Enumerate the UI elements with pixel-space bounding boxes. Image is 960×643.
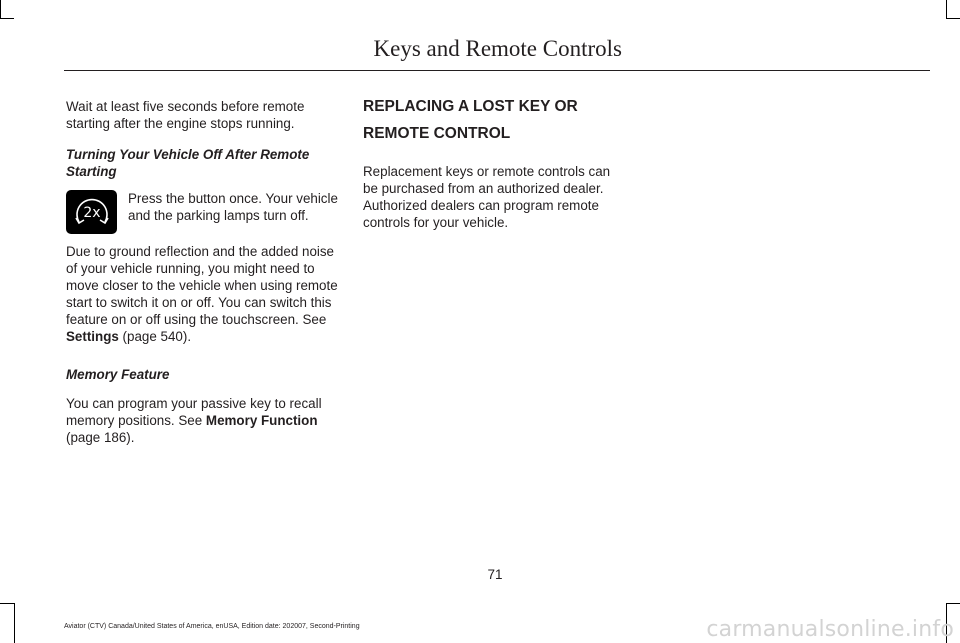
right-column [363,98,625,231]
crop-mark [946,0,947,18]
remote-start-2x-label: 2x [82,205,101,221]
paragraph-text: (page 540). [118,329,192,344]
watermark: carmanualsonline.info [706,617,954,642]
page-header-title: Keys and Remote Controls [373,36,622,61]
press-button-text: Press the button once. Your vehicle and the parking lamps turn off. [128,191,338,223]
crop-mark [0,18,14,19]
wait-paragraph: Wait at least five seconds before remote starting after the engine stops running. [66,99,305,131]
paragraph-text: (page 186). [66,430,135,445]
settings-link[interactable]: Settings [66,329,119,344]
page-number: 71 [487,567,503,582]
header-rule [64,70,930,71]
crop-mark [946,18,960,19]
turning-off-subheading: Turning Your Vehicle Off After Remote Starting [66,147,310,179]
ground-reflection-paragraph [66,243,338,345]
paragraph-text: You can program your passive key to recall memory positions. See [66,396,322,428]
section-heading-line2: REMOTE CONTROL [363,125,511,142]
section-heading-line1: REPLACING A LOST KEY OR [363,98,578,115]
crop-mark [946,603,960,604]
left-column [66,98,338,446]
crop-mark [0,603,14,604]
memory-function-link[interactable]: Memory Function [205,413,318,428]
paragraph-text: Due to ground reflection and the added noise of your vehicle running, you might need to move closer to the vehicle when using remote start to switch it on or off. You can switch this feature on or off using the touchscreen. See [66,244,338,327]
memory-feature-subheading: Memory Feature [66,367,170,382]
crop-mark [14,603,15,643]
icon-instruction-row [66,190,338,234]
footer-edition: Aviator (CTV) Canada/United States of America, enUSA, Edition date: 202007, Second-Printing [64,623,360,630]
crop-mark [0,0,1,18]
memory-paragraph [66,395,338,446]
remote-start-2x-icon [66,190,117,234]
replacement-paragraph: Replacement keys or remote controls can be purchased from an authorized dealer. Authorized dealers can program remote controls for your vehicle. [363,164,611,230]
